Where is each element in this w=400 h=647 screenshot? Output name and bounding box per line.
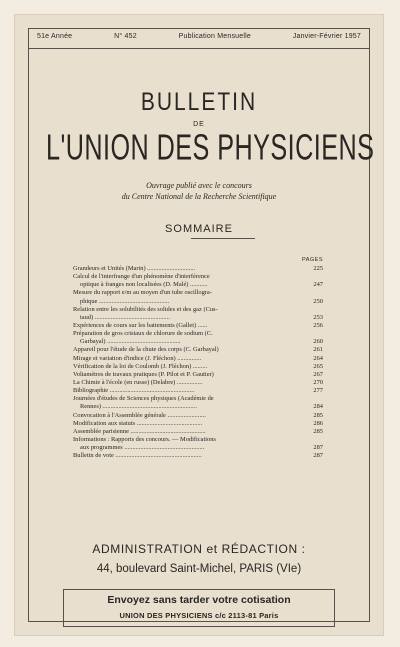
administration-address: 44, boulevard Saint-Michel, PARIS (VIe): [96, 563, 302, 575]
toc-row: [73, 355, 323, 363]
toc-row: [73, 346, 323, 354]
toc-entry-page: 260: [313, 338, 323, 346]
subtitle-line-2: du Centre National de la Recherche Scientifique: [121, 192, 277, 201]
table-of-contents: [73, 265, 323, 460]
toc-row: [73, 363, 323, 371]
toc-row: [73, 436, 323, 444]
toc-entry-text: Relation entre les solubilités des solides et des gaz (Cus-: [73, 305, 218, 313]
toc-entry-text: Voltamètres de travaux pratiques (P. Pilot et P. Gautier): [73, 370, 214, 378]
toc-entry-page: 265: [313, 362, 323, 370]
toc-entry-page: 284: [313, 403, 323, 411]
toc-entry-page: 264: [313, 354, 323, 362]
toc-row: [73, 289, 323, 297]
toc-entry-page: 225: [313, 265, 323, 272]
toc-row: [73, 452, 323, 460]
issue-number: N° 452: [114, 33, 137, 40]
toc-entry-text: Appareil pour l'étude de la chute des corps (C. Garbayal): [73, 346, 219, 354]
toc-row: [73, 395, 323, 403]
toc-row: [73, 428, 323, 436]
toc-entry-text: Bibliographie .....................................................: [73, 387, 195, 395]
title-de: DE: [193, 121, 205, 128]
toc-entry-page: 253: [313, 313, 323, 321]
administration-title: ADMINISTRATION et RÉDACTION :: [92, 542, 306, 556]
toc-row: [73, 420, 323, 428]
toc-entry-page: 277: [313, 387, 323, 395]
toc-entry-text: taud) ...............................................: [80, 313, 170, 321]
issue-date: Janvier-Février 1957: [292, 33, 361, 40]
toc-entry-page: 285: [313, 427, 323, 435]
toc-entry-page: 267: [313, 370, 323, 378]
toc-entry-page: 287: [313, 452, 323, 460]
toc-entry-page: 270: [313, 378, 323, 386]
toc-entry-text: Informations : Rapports des concours. — Modifications: [73, 435, 216, 443]
issue-frequency: Publication Mensuelle: [178, 33, 251, 40]
toc-entry-text: Bulletin de vote ......................................................: [73, 452, 202, 460]
toc-row: [73, 265, 323, 273]
cotisation-line-2: UNION DES PHYSICIENS c/c 2113-81 Paris: [119, 611, 279, 620]
toc-row: [73, 338, 323, 346]
toc-entry-page: 285: [313, 411, 323, 419]
toc-entry-text: Garbayal) ..............................................: [80, 338, 181, 346]
toc-row: [73, 298, 323, 306]
toc-entry-page: 250: [313, 297, 323, 305]
toc-row: [73, 314, 323, 322]
toc-row: [73, 330, 323, 338]
toc-row: [73, 281, 323, 289]
toc-entry-text: La Chimie à l'école (en russe) (Delabre) ................: [73, 378, 203, 386]
toc-row: [73, 322, 323, 330]
sommaire-heading: SOMMAIRE: [165, 223, 233, 235]
toc-entry-text: Mesure du rapport e/m au moyen d'un tube oscillogra-: [73, 289, 212, 297]
toc-entry-page: 287: [313, 444, 323, 452]
toc-row: [73, 379, 323, 387]
pages-column-label: PAGES: [301, 257, 323, 263]
toc-entry-text: Mirage et variation d'indice (J. Fléchon) ...............: [73, 354, 202, 362]
issue-year: 51e Année: [37, 33, 73, 40]
toc-entry-page: 256: [313, 321, 323, 329]
toc-row: [73, 444, 323, 452]
toc-entry-text: Convocation à l'Assemblée générale ........................: [73, 411, 206, 419]
title-bulletin: BULLETIN: [140, 88, 258, 117]
page-title: L'UNION DES PHYSICIENS: [46, 127, 375, 168]
toc-entry-text: Calcul de l'interfrange d'un phénomène d'interférence: [73, 273, 210, 281]
toc-entry-text: Préparation de gros cristaux de chlorure de sodium (C.: [73, 330, 213, 338]
toc-row: [73, 403, 323, 411]
toc-row: [73, 387, 323, 395]
toc-row: [73, 371, 323, 379]
toc-entry-page: 261: [313, 346, 323, 354]
toc-entry-text: Assemblée parisienne ...............................................: [73, 427, 206, 435]
toc-entry-text: aux programmes ..................................................: [80, 444, 205, 452]
subtitle-line-1: Ouvrage publié avec le concours: [146, 181, 252, 190]
journal-cover: [14, 14, 384, 636]
cotisation-line-1: Envoyez sans tarder votre cotisation: [107, 594, 291, 606]
toc-entry-page: 247: [313, 281, 323, 289]
toc-entry-page: 286: [313, 419, 323, 427]
toc-row: [73, 273, 323, 281]
toc-entry-text: Journées d'études de Sciences physiques (Académie de: [73, 395, 214, 403]
toc-row: [73, 306, 323, 314]
header-divider: [29, 48, 369, 49]
toc-entry-text: Expériences de cours sur les battements (Gallet) ......: [73, 321, 208, 329]
toc-entry-text: Vérification de la loi de Coulomb (J. Fléchon) .........: [73, 362, 208, 370]
toc-entry-text: Rennes) ...........................................................: [80, 403, 197, 411]
cover-frame: [28, 28, 375, 622]
cotisation-box: [63, 589, 335, 627]
toc-row: [73, 412, 323, 420]
toc-entry-text: Grandeurs et Unités (Marin) ..............................: [73, 265, 196, 272]
toc-entry-text: optique à franges non localisées (D. Malé) ...........: [80, 281, 208, 289]
toc-entry-text: Modification aux statuts .........................................: [73, 419, 203, 427]
sommaire-underline: [191, 238, 255, 239]
toc-entry-text: phique ............................................: [80, 297, 170, 305]
issue-line: [37, 33, 361, 40]
